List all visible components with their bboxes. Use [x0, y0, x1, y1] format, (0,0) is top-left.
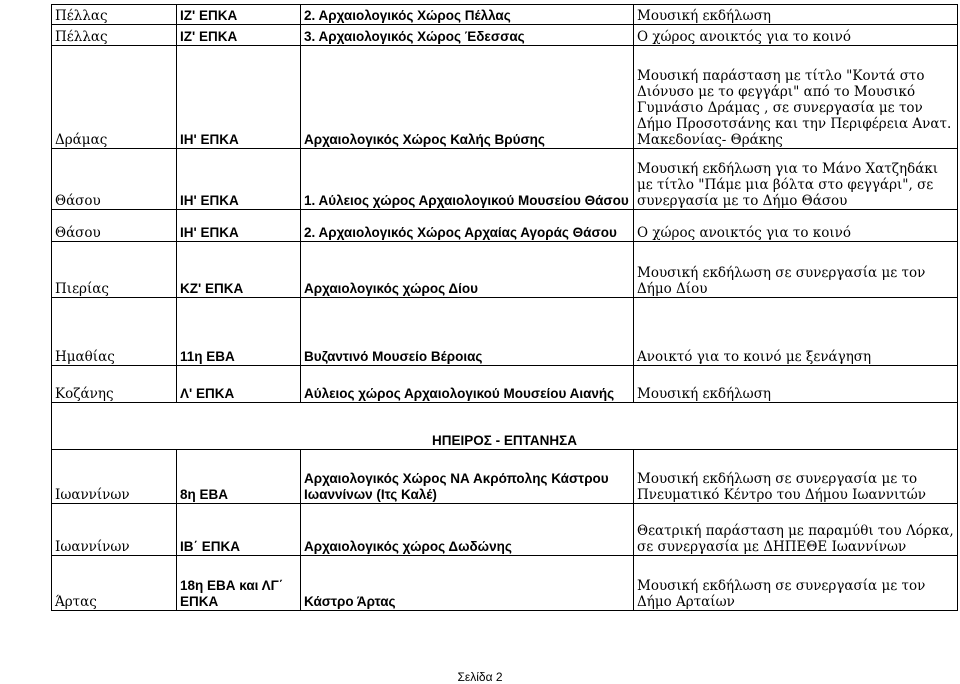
- event-cell: Μουσική εκδήλωση σε συνεργασία με το Πνευματικό Κέντρο του Δήμου Ιωαννιτών: [634, 450, 958, 504]
- event-cell: Μουσική παράσταση με τίτλο "Κοντά στο Διόνυσο με το φεγγάρι" από το Μουσικό Γυμνάσιο Δράμας , σε συνεργασία με τον Δήμο Προσοτσάνης και την Περιφέρεια Ανατ. Μακεδονίας- Θράκης: [634, 46, 958, 149]
- prefecture-cell: Πέλλας: [52, 5, 177, 25]
- event-cell: Ανοικτό για το κοινό με ξενάγηση: [634, 298, 958, 366]
- prefecture-cell: Ιωαννίνων: [52, 450, 177, 504]
- event-cell: Μουσική εκδήλωση: [634, 5, 958, 25]
- site-cell: Κάστρο Άρτας: [301, 556, 634, 611]
- table-row: [52, 366, 958, 403]
- prefecture-cell: Κοζάνης: [52, 366, 177, 403]
- event-cell: Ο χώρος ανοικτός για το κοινό: [634, 25, 958, 46]
- site-cell: Αύλειος χώρος Αρχαιολογικού Μουσείου Αιανής: [301, 366, 634, 403]
- prefecture-cell: Θάσου: [52, 149, 177, 210]
- prefecture-cell: Θάσου: [52, 210, 177, 242]
- authority-cell: ΙΖ' ΕΠΚΑ: [177, 5, 301, 25]
- event-cell: Μουσική εκδήλωση σε συνεργασία με τον Δήμο Αρταίων: [634, 556, 958, 611]
- event-cell: Μουσική εκδήλωση: [634, 366, 958, 403]
- table-row: [52, 149, 958, 210]
- prefecture-cell: Άρτας: [52, 556, 177, 611]
- region-heading: ΗΠΕΙΡΟΣ - ΕΠΤΑΝΗΣΑ: [52, 403, 958, 450]
- authority-cell: ΚΖ' ΕΠΚΑ: [177, 242, 301, 298]
- site-cell: 2. Αρχαιολογικός Χώρος Αρχαίας Αγοράς Θάσου: [301, 210, 634, 242]
- table-row: [52, 25, 958, 46]
- table-row: [52, 46, 958, 149]
- table-row: [52, 210, 958, 242]
- authority-cell: ΙΗ' ΕΠΚΑ: [177, 149, 301, 210]
- authority-cell: ΙΗ' ΕΠΚΑ: [177, 210, 301, 242]
- authority-cell: 18η ΕΒΑ και ΛΓ΄ ΕΠΚΑ: [177, 556, 301, 611]
- authority-cell: ΙΗ' ΕΠΚΑ: [177, 46, 301, 149]
- authority-cell: 8η ΕΒΑ: [177, 450, 301, 504]
- table-row: [52, 450, 958, 504]
- site-cell: Αρχαιολογικός χώρος Δωδώνης: [301, 504, 634, 556]
- table-row: [52, 5, 958, 25]
- authority-cell: ΙΖ' ΕΠΚΑ: [177, 25, 301, 46]
- site-cell: 1. Αύλειος χώρος Αρχαιολογικού Μουσείου Θάσου: [301, 149, 634, 210]
- authority-cell: Λ' ΕΠΚΑ: [177, 366, 301, 403]
- prefecture-cell: Ημαθίας: [52, 298, 177, 366]
- event-cell: Θεατρική παράσταση με παραμύθι του Λόρκα, σε συνεργασία με ΔΗΠΕΘΕ Ιωαννίνων: [634, 504, 958, 556]
- table-row: [52, 298, 958, 366]
- table-row: [52, 504, 958, 556]
- site-cell: Αρχαιολογικός Χώρος ΝΑ Ακρόπολης Κάστρου Ιωαννίνων (Ιτς Καλέ): [301, 450, 634, 504]
- event-cell: Ο χώρος ανοικτός για το κοινό: [634, 210, 958, 242]
- prefecture-cell: Ιωαννίνων: [52, 504, 177, 556]
- table-row: [52, 556, 958, 611]
- region-heading-row: [52, 403, 958, 450]
- event-cell: Μουσική εκδήλωση σε συνεργασία με τον Δήμο Δίου: [634, 242, 958, 298]
- authority-cell: ΙΒ΄ ΕΠΚΑ: [177, 504, 301, 556]
- event-cell: Μουσική εκδήλωση για το Μάνο Χατζηδάκι με τίτλο "Πάμε μια βόλτα στο φεγγάρι", σε συνεργασία με το Δήμο Θάσου: [634, 149, 958, 210]
- page-number: Σελίδα 2: [457, 670, 503, 684]
- events-table: [51, 4, 958, 611]
- authority-cell: 11η ΕΒΑ: [177, 298, 301, 366]
- site-cell: 2. Αρχαιολογικός Χώρος Πέλλας: [301, 5, 634, 25]
- site-cell: Αρχαιολογικός Χώρος Καλής Βρύσης: [301, 46, 634, 149]
- prefecture-cell: Δράμας: [52, 46, 177, 149]
- prefecture-cell: Πέλλας: [52, 25, 177, 46]
- site-cell: 3. Αρχαιολογικός Χώρος Έδεσσας: [301, 25, 634, 46]
- prefecture-cell: Πιερίας: [52, 242, 177, 298]
- site-cell: Αρχαιολογικός χώρος Δίου: [301, 242, 634, 298]
- table-row: [52, 242, 958, 298]
- site-cell: Βυζαντινό Μουσείο Βέροιας: [301, 298, 634, 366]
